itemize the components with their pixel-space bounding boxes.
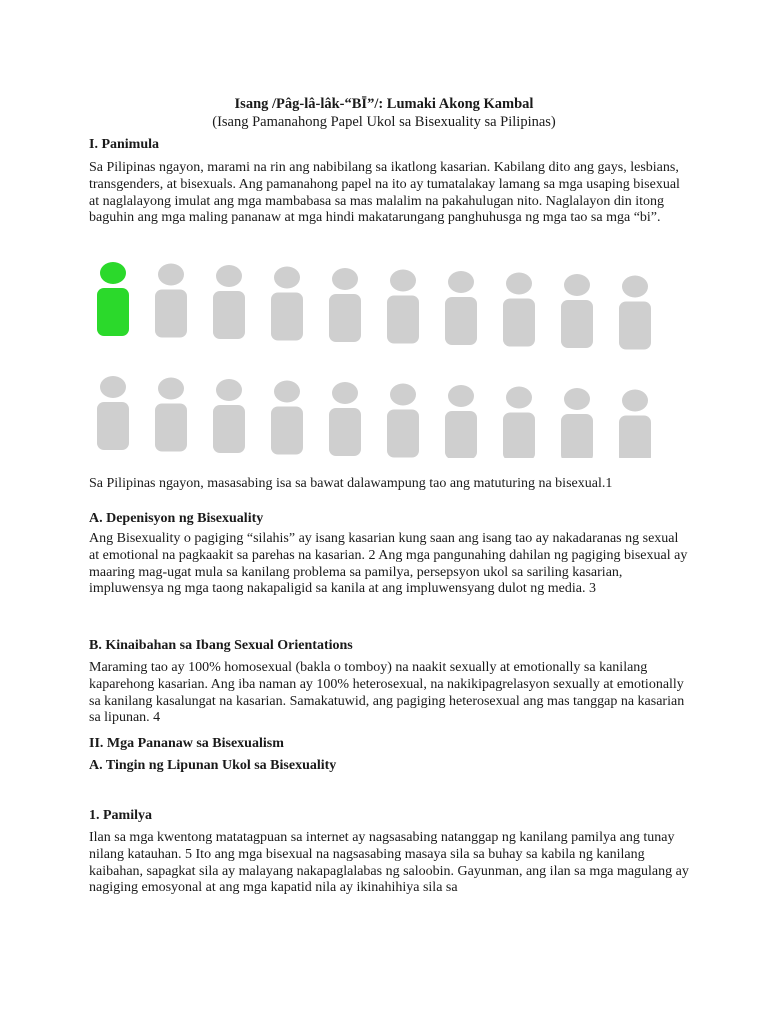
paragraph-depenisyon: Ang Bisexuality o pagiging “silahis” ay isang kasarian kung saan ang isang tao ay nakadaranas ng sexual at emotional na pagkaakit sa parehas na kasarian. 2 Ang mga pangunahing dahilan ng pagiging bisexual ay maaring mag-ugat mula sa kanilang problema sa pamilya, persepsyon ukol sa sariling kasarian, impluwensya ng mga taong nakapaligid sa kanila at ang impluwensyang dulot ng media. 3 — [89, 531, 688, 597]
person-icon — [445, 271, 477, 345]
paragraph-panimula: Sa Pilipinas ngayon, marami na rin ang nabibilang sa ikatlong kasarian. Kabilang dito ang gays, lesbians, transgenders, at bisexuals. Ang pamanahong papel na ito ay tumatalakay lamang sa mga usaping bisexual at naglalayong imulat ang mga mambabasa sa mas malalim na pakahulugan nito. Naglalayon din itong baguhin ang mga maling pananaw at mga hindi makatarungang panghuhusga ng mga tao sa mga “bi”. — [89, 160, 680, 226]
person-icon — [155, 378, 187, 452]
person-icon — [329, 268, 361, 342]
heading-panimula: I. Panimula — [89, 137, 160, 152]
heading-pananaw: II. Mga Pananaw sa Bisexualism — [89, 736, 284, 751]
heading-tingin: A. Tingin ng Lipunan Ukol sa Bisexuality — [89, 758, 337, 773]
person-icon — [387, 384, 419, 458]
document-subtitle: (Isang Pamanahong Papel Ukol sa Bisexuality sa Pilipinas) — [212, 114, 556, 130]
person-icon — [619, 276, 651, 350]
people-icons — [90, 258, 680, 458]
document-title: Isang /Pâg-lâ-lâk-“BĪ”/: Lumaki Akong Kambal — [234, 96, 534, 112]
paragraph-pamilya: Ilan sa mga kwentong matatagpuan sa internet ay nagsasabing natanggap ng kanilang pamilya ang tunay nilang katauhan. 5 Ito ang mga bisexual na nagsasabing masaya sila sa buhay sa kabila ng kanilang kaibahan, sapagkat sila ay malayang nakapaglalabas ng saloobin. Gayunman, ang ilan sa mga magulang ay nagiging emosyonal at ang mga kapatid nila ay ikinahihiya sila sa — [89, 830, 689, 896]
person-icon — [213, 265, 245, 339]
person-icon — [561, 274, 593, 348]
person-icon — [271, 267, 303, 341]
person-icon-highlighted — [97, 262, 129, 336]
people-infographic — [90, 258, 680, 458]
person-icon — [503, 273, 535, 347]
person-icon — [155, 264, 187, 338]
person-icon — [97, 376, 129, 450]
heading-kinaibahan: B. Kinaibahan sa Ibang Sexual Orientations — [89, 638, 353, 653]
paragraph-kinaibahan: Maraming tao ay 100% homosexual (bakla o tomboy) na naakit sexually at emotionally sa kanilang kaparehong kasarian. Ang iba naman ay 100% heterosexual, na nakikipagrelasyon sexually at emotionally sa kanilang kasalungat na kasarian. Samakatuwid, ang pagiging heterosexual ang mas tanggap na kasarian sa lipunan. 4 — [89, 660, 685, 726]
person-icon — [213, 379, 245, 453]
person-icon — [329, 382, 361, 456]
heading-pamilya: 1. Pamilya — [89, 808, 152, 823]
figure-caption: Sa Pilipinas ngayon, masasabing isa sa bawat dalawampung tao ang matuturing na bisexual.1 — [89, 476, 613, 491]
person-icon — [445, 385, 477, 458]
person-icon — [387, 270, 419, 344]
person-icon — [271, 381, 303, 455]
person-icon — [503, 387, 535, 459]
heading-depenisyon: A. Depenisyon ng Bisexuality — [89, 511, 264, 526]
person-icon — [619, 390, 651, 459]
person-icon — [561, 388, 593, 458]
